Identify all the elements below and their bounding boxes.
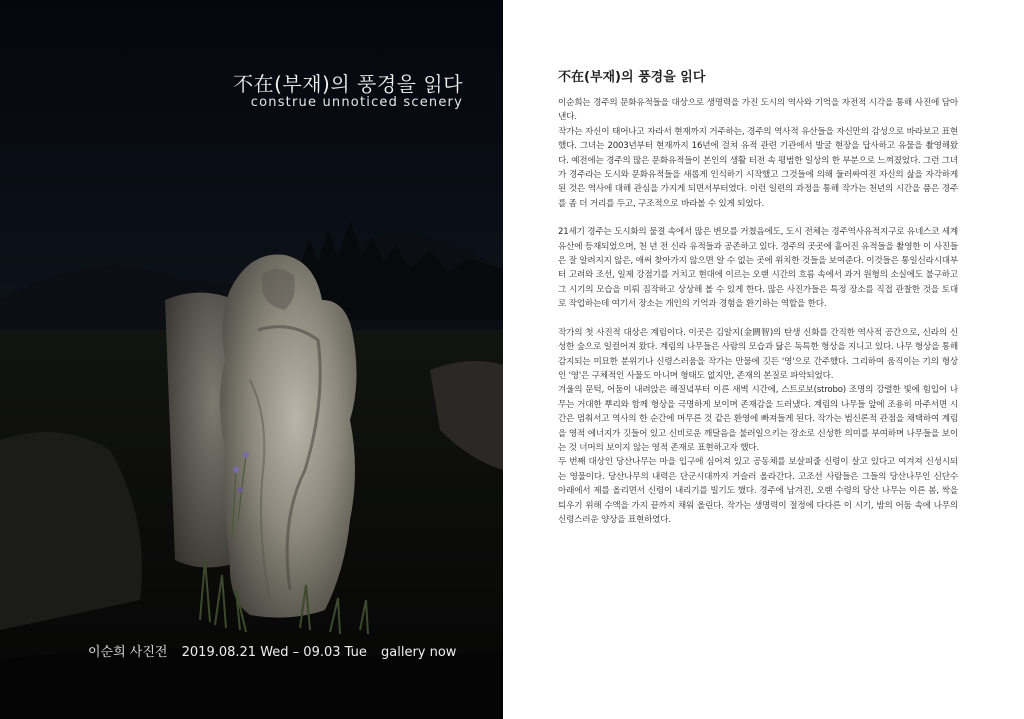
exhibition-artist: 이순희 사진전	[88, 645, 168, 660]
cover-subtitle: construe unnoticed scenery	[250, 95, 463, 110]
exhibition-venue: gallery now	[381, 645, 457, 660]
article-paragraph: 두 번째 대상인 당산나무는 마을 입구에 심어져 있고 공동체를 보살피줄 신령이 살고 있다고 여겨져 신성시되는 영물이다. 당산나무의 내력은 단군시대까지 거슬러 올라간다. 고조선 사람들은 그들의 당산나무인 신단수 아래에서 제를 올리면서 신령이 내리기를 빌기도 했다. 경주에 남겨진, 오랜 수령의 당산 나무는 이른 봄, 싹을 틔우기 위해 수액을 가지 끝까지 채워 올린다. 작가는 생명력이 절정에 다다른 이 시기, 밤의 어둠 속에 나무의 신령스러운 양상을 표현하였다.	[558, 457, 958, 525]
article-paragraph: 이순희는 경주의 문화유적들을 대상으로 생명력을 가진 도시의 역사와 기억을 자전적 시각을 통해 사진에 담아낸다.	[558, 98, 958, 123]
cover-footer	[88, 641, 466, 660]
exhibition-dates: 2019.08.21 Wed – 09.03 Tue	[181, 645, 367, 660]
article-paragraph: 작가의 첫 사진적 대상은 계림이다. 이곳은 김알지(金閼智)의 탄생 신화를 간직한 역사적 공간으로, 신라의 신성한 숲으로 일컬어져 왔다. 계림의 나무들은 사람의 모습과 닮은 독특한 형상을 지니고 있다. 나무 형상을 통해 감지되는 미묘한 분위기나 신령스러움을 작가는 만물에 깃든 '영'으로 간주했다. 그리하여 움직이는 기의 형상인 '영'은 구체적인 사물도 아니며 형태도 없지만, 존재의 본질로 파악되었다.	[558, 327, 958, 381]
cover-photo-page	[0, 0, 503, 719]
article-title: 不在(부재)의 풍경을 읽다	[558, 70, 706, 85]
article-paragraph: 겨울의 문턱, 어둠이 내려앉은 해질녘부터 이른 새벽 시간에, 스트로보(strobo) 조명의 강렬한 빛에 힘입어 나무는 거대한 뿌리와 함께 형상을 극명하게 보이며 존재감을 드러냈다. 계림의 나무들 앞에 조용히 마주서면 시간은 멈춰서고 역사의 한 순간에 머무른 것 같은 환영에 빠져들게 된다. 작가는 범신론적 관점을 채택하여 계림을 영적 에너지가 깃들어 있고 신비로운 깨달음을 불러일으키는 장소로 신성한 의미를 부여하며 나무들을 보이는 것 너머의 보이지 않는 영적 존재로 표현하고자 했다.	[558, 385, 958, 453]
article-paragraph: 작가는 자신이 태어나고 자라서 현재까지 거주하는, 경주의 역사적 유산들을 자신만의 감성으로 바라보고 표현했다. 그녀는 2003년부터 현재까지 16년에 걸쳐 유적 관련 기관에서 발굴 현장을 답사하고 유물을 촬영해왔다. 예전에는 경주의 많은 문화유적들이 본인의 생활 터전 속 평범한 일상의 한 부분으로 느껴졌었다. 그런 그녀가 경주라는 도시와 문화유적들을 새롭게 인식하기 시작했고 그것들에 의해 둘러싸여진 자신의 삶을 자각하게 된 것은 역사에 대해 관심을 가지게 되면서부터였다. 이런 일련의 과정을 통해 작가는 천년의 시간을 품은 경주를 좀 더 거리를 두고, 구조적으로 바라볼 수 있게 되었다.	[558, 126, 958, 209]
article-body	[558, 96, 958, 527]
essay-page	[503, 0, 1024, 719]
cover-title: 不在(부재)의 풍경을 읽다	[233, 72, 463, 96]
article-paragraph: 21세기 경주는 도시화의 물결 속에서 많은 변모를 거쳤음에도, 도시 전체는 경주역사유적지구로 유네스코 세계유산에 등재되었으며, 천 년 전 신라 유적들과 공존하고 있다. 경주의 곳곳에 흩어진 유적들을 촬영한 이 사진들은 잘 알려지지 않은, 애써 찾아가지 않으면 알 수 없는 곳에 위치한 것들을 보여준다. 이것들은 통일신라시대부터 고려와 조선, 일제 강점기를 거치고 현대에 이르는 오랜 시간의 흐름 속에서 과거 원형의 소실에도 불구하고 그 시기의 모습을 미뤄 짐작하고 상상해 볼 수 있게 한다. 많은 사진가들은 특정 장소를 직접 관찰한 것을 토대로 작업하는데 여기서 장소는 개인의 기억과 경험을 환기하는 역할을 한다.	[558, 227, 958, 310]
